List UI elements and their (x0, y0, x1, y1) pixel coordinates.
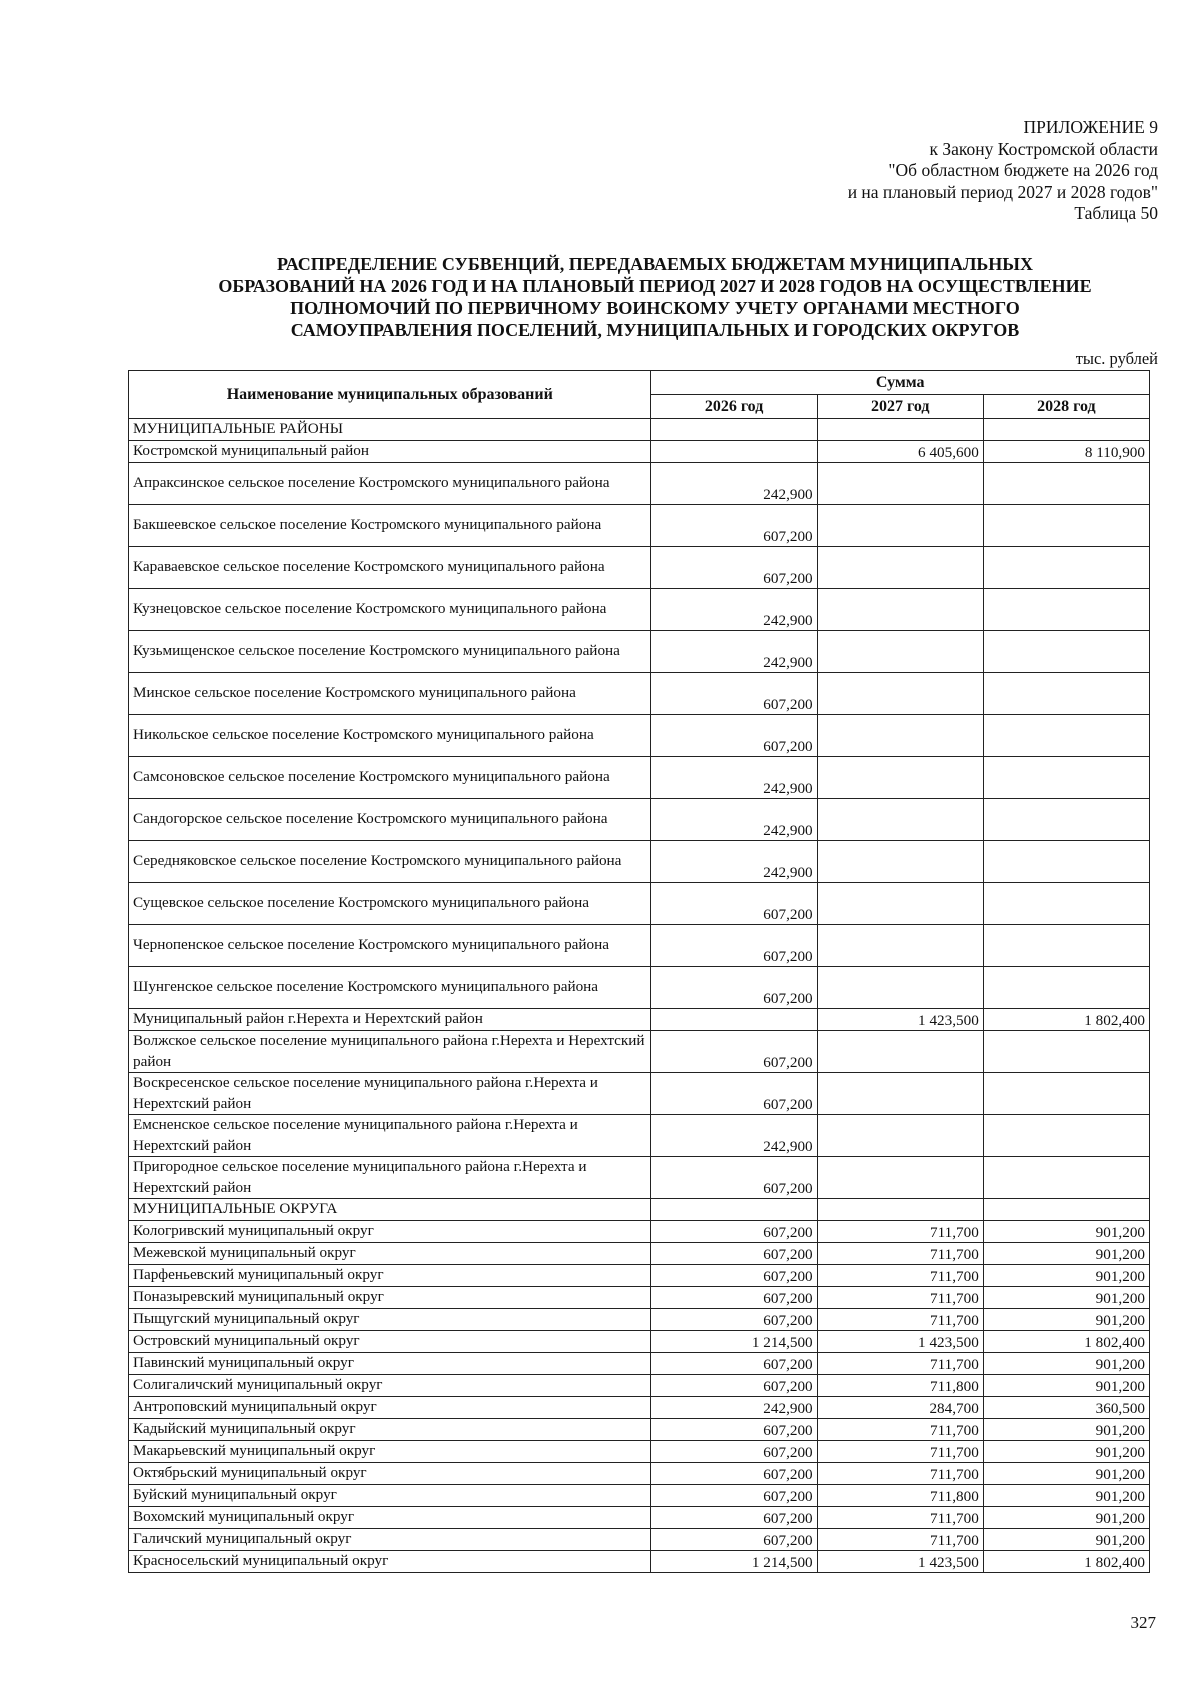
amount-2028 (983, 1115, 1149, 1157)
amount-2028: 901,200 (983, 1463, 1149, 1485)
amount-2027: 711,700 (817, 1441, 983, 1463)
row-name: Кузьмищенское сельское поселение Костромского муниципального района (129, 631, 651, 673)
amount-2028: 901,200 (983, 1485, 1149, 1507)
row-name: Галичский муниципальный округ (129, 1529, 651, 1551)
row-name: Антроповский муниципальный округ (129, 1397, 651, 1419)
table-row (129, 631, 1150, 673)
amount-2028 (983, 841, 1149, 883)
row-name: Сандогорское сельское поселение Костромского муниципального района (129, 799, 651, 841)
table-row (129, 547, 1150, 589)
row-name: Кузнецовское сельское поселение Костромского муниципального района (129, 589, 651, 631)
amount-2028 (983, 757, 1149, 799)
table-row (129, 925, 1150, 967)
amount-2026: 607,200 (651, 1419, 817, 1441)
table-row (129, 1031, 1150, 1073)
column-header-sum: Сумма (651, 371, 1150, 395)
amount-2026: 607,200 (651, 1441, 817, 1463)
amount-2026: 607,200 (651, 673, 817, 715)
row-name: Середняковское сельское поселение Костромского муниципального района (129, 841, 651, 883)
table-body (129, 419, 1150, 1573)
table-row (129, 715, 1150, 757)
row-name: Пригородное сельское поселение муниципального района г.Нерехта и Нерехтский район (129, 1157, 651, 1199)
row-name: Кологривский муниципальный округ (129, 1221, 651, 1243)
amount-2026: 242,900 (651, 631, 817, 673)
table-row (129, 1221, 1150, 1243)
amount-2027 (817, 1073, 983, 1115)
table-row (129, 757, 1150, 799)
amount-2027: 6 405,600 (817, 441, 983, 463)
table-row (129, 1115, 1150, 1157)
table-row (129, 441, 1150, 463)
amount-2028: 1 802,400 (983, 1331, 1149, 1353)
row-name: Костромской муниципальный район (129, 441, 651, 463)
amount-2027 (817, 589, 983, 631)
amount-2027 (817, 1157, 983, 1199)
amount-2028 (983, 883, 1149, 925)
row-name: Волжское сельское поселение муниципального района г.Нерехта и Нерехтский район (129, 1031, 651, 1073)
amount-2027 (817, 463, 983, 505)
amount-2026: 607,200 (651, 1031, 817, 1073)
amount-2026: 242,900 (651, 1397, 817, 1419)
appendix-line: к Закону Костромской области (929, 138, 1158, 159)
document-title (130, 253, 1180, 341)
row-name: Сущевское сельское поселение Костромского муниципального района (129, 883, 651, 925)
amount-2026: 607,200 (651, 1507, 817, 1529)
table-row (129, 1353, 1150, 1375)
table-row (129, 419, 1150, 441)
column-header-2027: 2027 год (817, 395, 983, 419)
table-row (129, 1243, 1150, 1265)
amount-2027 (817, 1031, 983, 1073)
amount-2027 (817, 547, 983, 589)
amount-2026 (651, 1009, 817, 1031)
row-name: Никольское сельское поселение Костромского муниципального района (129, 715, 651, 757)
amount-2026: 607,200 (651, 925, 817, 967)
amount-2028: 901,200 (983, 1375, 1149, 1397)
table-row (129, 463, 1150, 505)
amount-2026: 607,200 (651, 883, 817, 925)
column-header-2028: 2028 год (983, 395, 1149, 419)
amount-2028 (983, 1157, 1149, 1199)
amount-2027 (817, 1199, 983, 1221)
row-name: Апраксинское сельское поселение Костромского муниципального района (129, 463, 651, 505)
appendix-header (638, 117, 1158, 225)
amount-2027: 711,700 (817, 1419, 983, 1441)
amount-2026: 607,200 (651, 1221, 817, 1243)
table-row (129, 1419, 1150, 1441)
row-name: Солигаличский муниципальный округ (129, 1375, 651, 1397)
title-line: САМОУПРАВЛЕНИЯ ПОСЕЛЕНИЙ, МУНИЦИПАЛЬНЫХ И ГОРОДСКИХ ОКРУГОВ (290, 320, 1020, 340)
page-number: 327 (1130, 1613, 1156, 1632)
amount-2026: 607,200 (651, 1157, 817, 1199)
amount-2026: 607,200 (651, 1073, 817, 1115)
amount-2026: 1 214,500 (651, 1331, 817, 1353)
row-name: Минское сельское поселение Костромского муниципального района (129, 673, 651, 715)
table-row (129, 1265, 1150, 1287)
amount-2026: 607,200 (651, 1463, 817, 1485)
amount-2026: 1 214,500 (651, 1551, 817, 1573)
amount-2028 (983, 799, 1149, 841)
amount-2027 (817, 841, 983, 883)
amount-2027: 711,800 (817, 1375, 983, 1397)
amount-2028: 901,200 (983, 1529, 1149, 1551)
table-row (129, 1331, 1150, 1353)
amount-2027: 711,700 (817, 1287, 983, 1309)
table-row (129, 1397, 1150, 1419)
amount-2026: 242,900 (651, 463, 817, 505)
column-header-name: Наименование муниципальных образований (129, 371, 651, 419)
amount-2026: 242,900 (651, 841, 817, 883)
amount-2026: 242,900 (651, 799, 817, 841)
row-name: Буйский муниципальный округ (129, 1485, 651, 1507)
row-name: Парфеньевский муниципальный округ (129, 1265, 651, 1287)
amount-2027: 711,700 (817, 1243, 983, 1265)
table-row (129, 589, 1150, 631)
amount-2028: 901,200 (983, 1287, 1149, 1309)
table-row (129, 841, 1150, 883)
table-row (129, 1309, 1150, 1331)
amount-2026: 607,200 (651, 1243, 817, 1265)
amount-2027: 1 423,500 (817, 1009, 983, 1031)
table-row (129, 1485, 1150, 1507)
row-name: Бакшеевское сельское поселение Костромского муниципального района (129, 505, 651, 547)
amount-2026: 607,200 (651, 505, 817, 547)
table-row (129, 1287, 1150, 1309)
appendix-line: и на плановый период 2027 и 2028 годов" (847, 181, 1158, 202)
row-name: Межевской муниципальный округ (129, 1243, 651, 1265)
amount-2028: 901,200 (983, 1353, 1149, 1375)
amount-2027: 711,700 (817, 1309, 983, 1331)
row-name: Муниципальный район г.Нерехта и Нерехтский район (129, 1009, 651, 1031)
appendix-line: "Об областном бюджете на 2026 год (888, 160, 1158, 181)
amount-2027: 711,800 (817, 1485, 983, 1507)
amount-2027 (817, 883, 983, 925)
row-name: Островский муниципальный округ (129, 1331, 651, 1353)
amount-2028 (983, 547, 1149, 589)
amount-2026: 607,200 (651, 1265, 817, 1287)
amount-2026: 242,900 (651, 589, 817, 631)
amount-2028: 901,200 (983, 1221, 1149, 1243)
amount-2027 (817, 673, 983, 715)
row-name: Чернопенское сельское поселение Костромского муниципального района (129, 925, 651, 967)
row-name: Кадыйский муниципальный округ (129, 1419, 651, 1441)
table-row (129, 883, 1150, 925)
amount-2026: 607,200 (651, 1309, 817, 1331)
row-name: Караваевское сельское поселение Костромского муниципального района (129, 547, 651, 589)
amount-2027: 711,700 (817, 1265, 983, 1287)
row-name: Поназыревский муниципальный округ (129, 1287, 651, 1309)
row-name: Пыщугский муниципальный округ (129, 1309, 651, 1331)
table-row (129, 1009, 1150, 1031)
title-line: РАСПРЕДЕЛЕНИЕ СУБВЕНЦИЙ, ПЕРЕДАВАЕМЫХ БЮДЖЕТАМ МУНИЦИПАЛЬНЫХ (277, 254, 1033, 274)
amount-2028: 901,200 (983, 1507, 1149, 1529)
amount-2027: 711,700 (817, 1463, 983, 1485)
title-line: ОБРАЗОВАНИЙ НА 2026 ГОД И НА ПЛАНОВЫЙ ПЕРИОД 2027 И 2028 ГОДОВ НА ОСУЩЕСТВЛЕНИЕ (218, 276, 1092, 296)
amount-2026: 607,200 (651, 1485, 817, 1507)
table-row (129, 1073, 1150, 1115)
amount-2028 (983, 631, 1149, 673)
amount-2028 (983, 967, 1149, 1009)
appendix-line: ПРИЛОЖЕНИЕ 9 (1023, 117, 1158, 137)
row-name: Красносельский муниципальный округ (129, 1551, 651, 1573)
amount-2027: 711,700 (817, 1221, 983, 1243)
row-name: Павинский муниципальный округ (129, 1353, 651, 1375)
amount-2027 (817, 505, 983, 547)
table-row (129, 1463, 1150, 1485)
amount-2026: 607,200 (651, 1287, 817, 1309)
table-row (129, 1507, 1150, 1529)
table-row (129, 1551, 1150, 1573)
amount-2026 (651, 1199, 817, 1221)
amount-2027 (817, 715, 983, 757)
amount-2026: 607,200 (651, 967, 817, 1009)
table-row (129, 799, 1150, 841)
amount-2028: 901,200 (983, 1309, 1149, 1331)
row-name: Воскресенское сельское поселение муниципального района г.Нерехта и Нерехтский район (129, 1073, 651, 1115)
table-row (129, 1529, 1150, 1551)
amount-2027 (817, 1115, 983, 1157)
amount-2027: 711,700 (817, 1507, 983, 1529)
amount-2026: 607,200 (651, 1353, 817, 1375)
table-row (129, 1199, 1150, 1221)
amount-2028: 901,200 (983, 1441, 1149, 1463)
amount-2028 (983, 925, 1149, 967)
column-header-2026: 2026 год (651, 395, 817, 419)
amount-2027 (817, 757, 983, 799)
row-name: Макарьевский муниципальный округ (129, 1441, 651, 1463)
amount-2026: 607,200 (651, 1529, 817, 1551)
table-row (129, 1375, 1150, 1397)
row-name: Октябрьский муниципальный округ (129, 1463, 651, 1485)
amount-2026: 607,200 (651, 547, 817, 589)
amount-2028: 8 110,900 (983, 441, 1149, 463)
amount-2026: 607,200 (651, 1375, 817, 1397)
amount-2027: 1 423,500 (817, 1551, 983, 1573)
row-name: Емсненское сельское поселение муниципального района г.Нерехта и Нерехтский район (129, 1115, 651, 1157)
amount-2028: 1 802,400 (983, 1009, 1149, 1031)
row-name: Шунгенское сельское поселение Костромского муниципального района (129, 967, 651, 1009)
amount-2027: 284,700 (817, 1397, 983, 1419)
amount-2027: 711,700 (817, 1529, 983, 1551)
amount-2028 (983, 505, 1149, 547)
row-name: МУНИЦИПАЛЬНЫЕ ОКРУГА (129, 1199, 651, 1221)
table-header (129, 371, 1150, 419)
amount-2028: 901,200 (983, 1265, 1149, 1287)
amount-2028: 1 802,400 (983, 1551, 1149, 1573)
table-row (129, 967, 1150, 1009)
amount-2027 (817, 631, 983, 673)
amount-2027 (817, 925, 983, 967)
amount-2026: 607,200 (651, 715, 817, 757)
amount-2026 (651, 441, 817, 463)
amount-2028 (983, 673, 1149, 715)
amount-2028 (983, 463, 1149, 505)
amount-2027 (817, 419, 983, 441)
amount-2026: 242,900 (651, 757, 817, 799)
amount-2028 (983, 1199, 1149, 1221)
table-row (129, 1157, 1150, 1199)
amount-2028 (983, 589, 1149, 631)
amount-2026 (651, 419, 817, 441)
amount-2028 (983, 1073, 1149, 1115)
amount-2027 (817, 799, 983, 841)
subvention-table (128, 370, 1150, 1573)
amount-2028: 901,200 (983, 1243, 1149, 1265)
amount-2028 (983, 419, 1149, 441)
table-row (129, 1441, 1150, 1463)
table-row (129, 505, 1150, 547)
amount-2027: 711,700 (817, 1353, 983, 1375)
amount-2027 (817, 967, 983, 1009)
row-name: Самсоновское сельское поселение Костромского муниципального района (129, 757, 651, 799)
amount-2028 (983, 1031, 1149, 1073)
table-row (129, 673, 1150, 715)
amount-2028 (983, 715, 1149, 757)
amount-2028: 901,200 (983, 1419, 1149, 1441)
table-number: Таблица 50 (1074, 203, 1158, 224)
amount-2028: 360,500 (983, 1397, 1149, 1419)
amount-2027: 1 423,500 (817, 1331, 983, 1353)
title-line: ПОЛНОМОЧИЙ ПО ПЕРВИЧНОМУ ВОИНСКОМУ УЧЕТУ ОРГАНАМИ МЕСТНОГО (290, 298, 1020, 318)
row-name: Вохомский муниципальный округ (129, 1507, 651, 1529)
unit-label: тыс. рублей (1075, 349, 1158, 368)
row-name: МУНИЦИПАЛЬНЫЕ РАЙОНЫ (129, 419, 651, 441)
amount-2026: 242,900 (651, 1115, 817, 1157)
